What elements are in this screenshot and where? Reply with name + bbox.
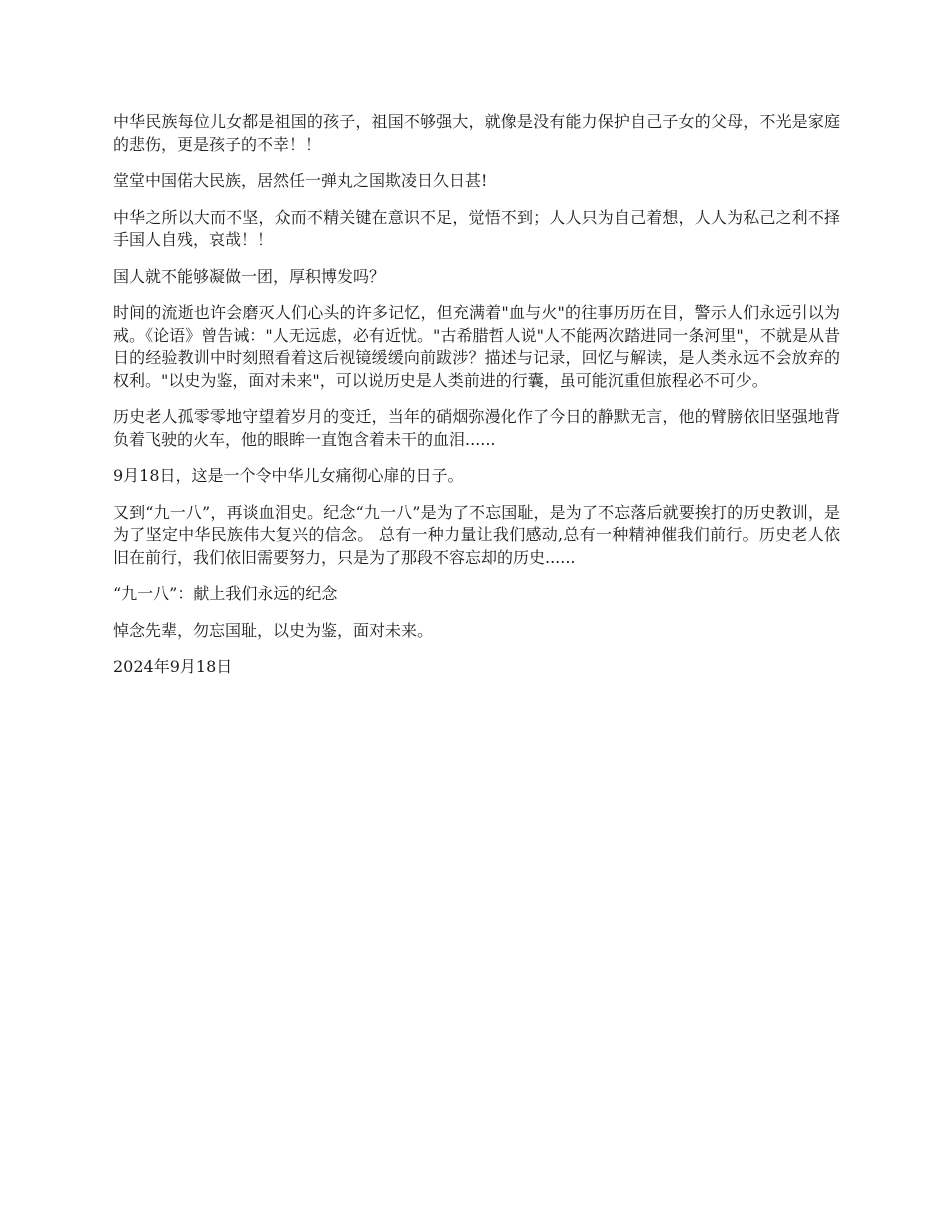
- paragraph-4: 国人就不能够凝做一团，厚积博发吗？: [113, 266, 386, 286]
- paragraph-3: 中华之所以大而不坚，众而不精关键在意识不足，觉悟不到；人人只为自己着想，人人为私己之利不择手国人自残，哀哉！！: [113, 207, 840, 249]
- paragraph-2: 堂堂中国偌大民族，居然任一弹丸之国欺凌日久日甚!: [113, 171, 488, 190]
- paragraph-8: 又到“九一八”，再谈血泪史。纪念“九一八”是为了不忘国耻，是为了不忘落后就要挨打的历史教训，是为了坚定中华民族伟大复兴的信念。 总有一种力量让我们感动,总有一种精神催我们前行。历史老人依旧在前行，我们依旧需要努力，只是为了那段不容忘却的历史......: [113, 502, 840, 567]
- date-line: 2024年9月18日: [113, 657, 233, 676]
- paragraph-5: 时间的流逝也许会磨灭人们心头的许多记忆，但充满着"血与火"的往事历历在目，警示人们永远引以为戒。《论语》曾告诫："人无远虑，必有近忧。"古希腊哲人说"人不能两次踏进同一条河里"，不就是从昔日的经验教训中时刻照看着这后视镜缓缓向前跋涉？描述与记录，回忆与解读，是人类永远不会放弃的权利。"以史为鉴，面对未来"，可以说历史是人类前进的行囊，虽可能沉重但旅程必不可少。: [113, 303, 840, 390]
- paragraph-1: 中华民族每位儿女都是祖国的孩子，祖国不够强大，就像是没有能力保护自己子女的父母，不光是家庭的悲伤，更是孩子的不幸！！: [113, 112, 840, 154]
- paragraph-7: 9月18日，这是一个令中华儿女痛彻心扉的日子。: [113, 466, 464, 485]
- paragraph-10: 悼念先辈，勿忘国耻，以史为鉴，面对未来。: [113, 620, 434, 640]
- document-body: [113, 111, 840, 693]
- paragraph-9: “九一八”：献上我们永远的纪念: [113, 584, 338, 603]
- paragraph-6: 历史老人孤零零地守望着岁月的变迁，当年的硝烟弥漫化作了今日的静默无言，他的臂膀依旧坚强地背负着飞驶的火车，他的眼眸一直饱含着未干的血泪......: [113, 407, 840, 449]
